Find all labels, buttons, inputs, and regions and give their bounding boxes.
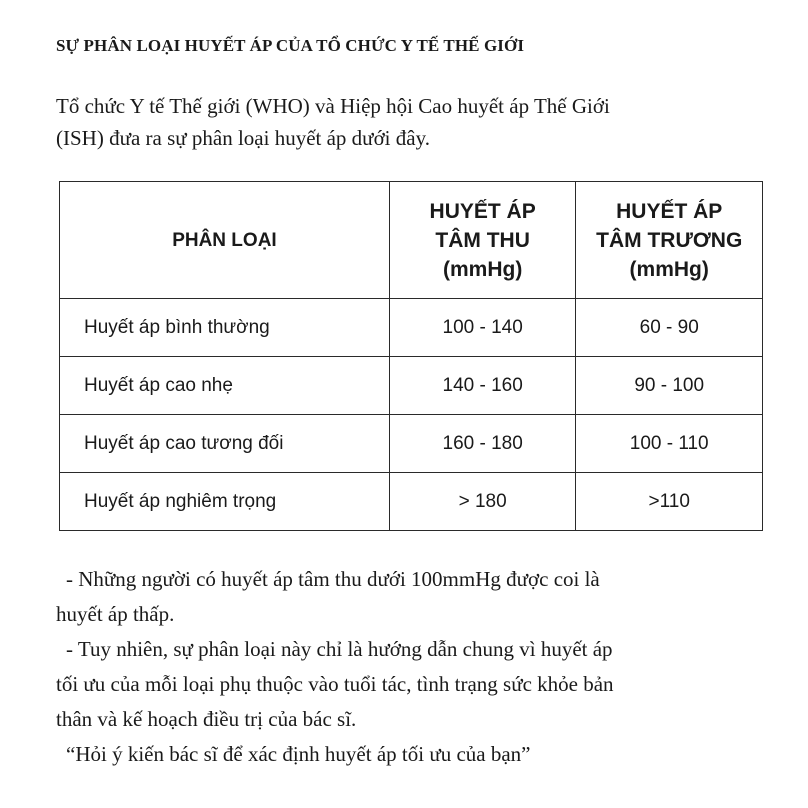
row-systolic: 140 - 160 xyxy=(389,357,576,415)
header-diastolic xyxy=(576,182,763,299)
table-row xyxy=(60,473,763,531)
row-category: Huyết áp nghiêm trọng xyxy=(60,473,390,531)
row-diastolic: 60 - 90 xyxy=(576,299,763,357)
intro-paragraph xyxy=(56,90,776,154)
header-diastolic-line: HUYẾT ÁP xyxy=(616,199,723,223)
intro-line: Tổ chức Y tế Thế giới (WHO) và Hiệp hội Cao huyết áp Thế Giới xyxy=(56,94,610,118)
row-diastolic: 100 - 110 xyxy=(576,415,763,473)
note-line: thân và kế hoạch điều trị của bác sĩ. xyxy=(56,707,357,731)
header-systolic xyxy=(389,182,576,299)
row-category: Huyết áp cao nhẹ xyxy=(60,357,390,415)
table-row xyxy=(60,415,763,473)
row-category: Huyết áp cao tương đối xyxy=(60,415,390,473)
note-line: huyết áp thấp. xyxy=(56,602,175,626)
table-row xyxy=(60,299,763,357)
blood-pressure-table xyxy=(59,181,763,531)
table-header-row xyxy=(60,182,763,299)
table-row xyxy=(60,357,763,415)
header-diastolic-line: TÂM TRƯƠNG xyxy=(596,228,743,252)
row-systolic: > 180 xyxy=(389,473,576,531)
row-diastolic: 90 - 100 xyxy=(576,357,763,415)
row-category: Huyết áp bình thường xyxy=(60,299,390,357)
note-line: - Tuy nhiên, sự phân loại này chỉ là hướng dẫn chung vì huyết áp xyxy=(66,637,613,661)
header-diastolic-line: (mmHg) xyxy=(629,257,709,281)
note-line: tối ưu của mỗi loại phụ thuộc vào tuổi tác, tình trạng sức khỏe bản xyxy=(56,672,614,696)
notes-section xyxy=(56,562,776,772)
header-category: PHÂN LOẠI xyxy=(60,182,390,299)
row-systolic: 100 - 140 xyxy=(389,299,576,357)
row-diastolic: >110 xyxy=(576,473,763,531)
page-title: SỰ PHÂN LOẠI HUYẾT ÁP CỦA TỔ CHỨC Y TẾ THẾ GIỚI xyxy=(56,36,525,55)
note-line: - Những người có huyết áp tâm thu dưới 100mmHg được coi là xyxy=(66,567,600,591)
advice-quote: “Hỏi ý kiến bác sĩ để xác định huyết áp tối ưu của bạn” xyxy=(66,742,531,766)
intro-line: (ISH) đưa ra sự phân loại huyết áp dưới đây. xyxy=(56,126,430,150)
header-systolic-line: (mmHg) xyxy=(442,257,523,281)
header-systolic-line: TÂM THU xyxy=(435,228,530,252)
header-systolic-line: HUYẾT ÁP xyxy=(429,199,536,223)
row-systolic: 160 - 180 xyxy=(389,415,576,473)
